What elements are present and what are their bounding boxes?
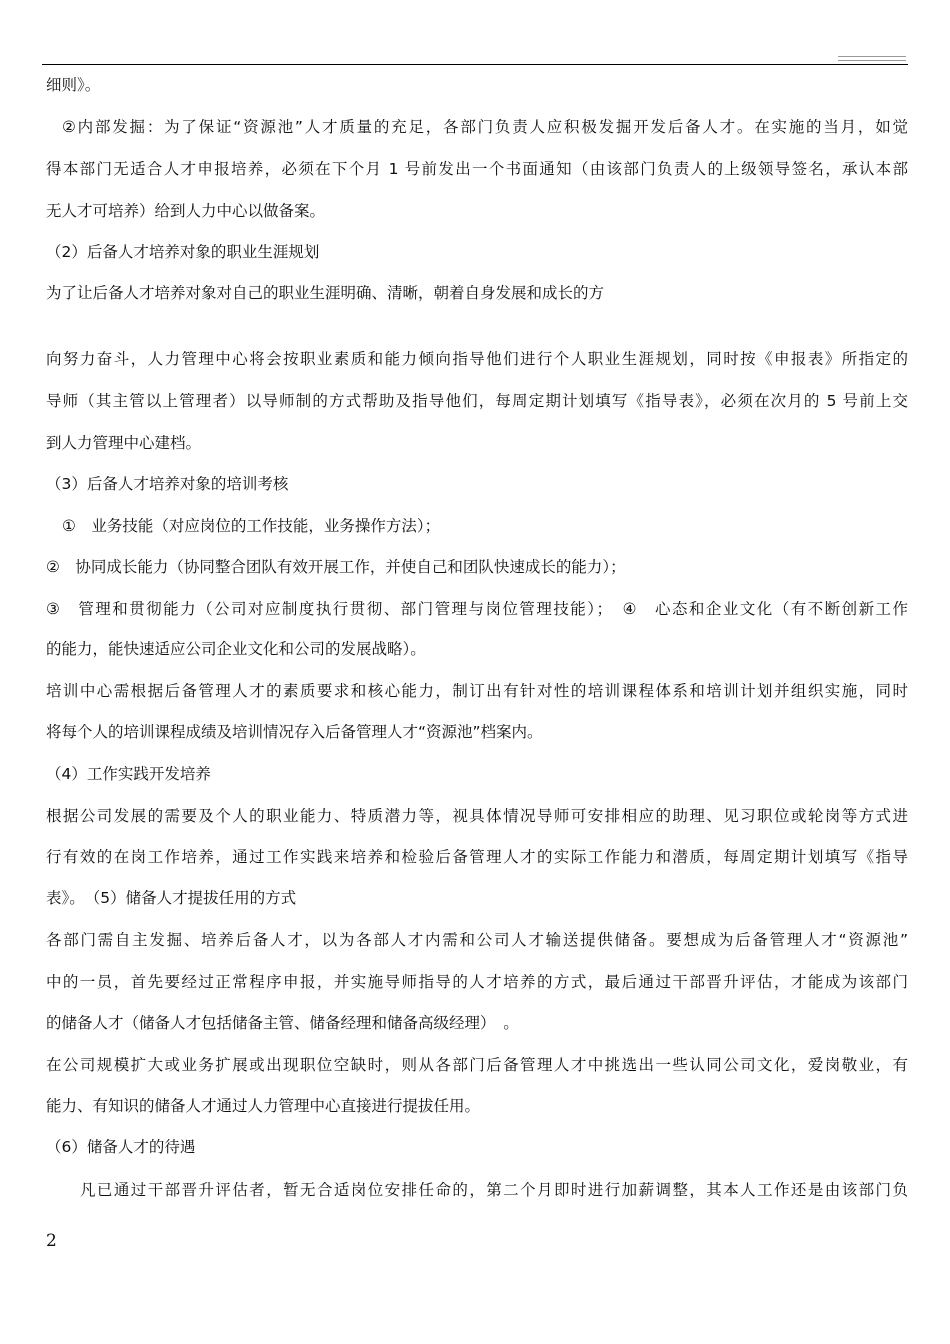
paragraph-line: 导师（其主管以上管理者）以导师制的方式帮助及指导他们，每周定期计划填写《指导表》，必须在次月的 5 号前上交 bbox=[46, 392, 908, 410]
paragraph-line: 得本部门无适合人才申报培养，必须在下个月 1 号前发出一个书面通知（由该部门负责人的上级领导签名，承认本部 bbox=[46, 160, 908, 178]
paragraph-line: 向努力奋斗，人力管理中心将会按职业素质和能力倾向指导他们进行个人职业生涯规划，同时按《申报表》所指定的 bbox=[46, 350, 908, 368]
paragraph-line: 细则》。 bbox=[46, 76, 101, 94]
paragraph-line: 根据公司发展的需要及个人的职业能力、特质潜力等，视具体情况导师可安排相应的助理、见习职位或轮岗等方式进 bbox=[46, 807, 908, 825]
paragraph-line: 的能力，能快速适应公司企业文化和公司的发展战略）。 bbox=[46, 640, 426, 658]
paragraph-line: 在公司规模扩大或业务扩展或出现职位空缺时，则从各部门后备管理人才中挑选出一些认同公司文化，爱岗敬业，有 bbox=[46, 1056, 908, 1074]
paragraph-line: 行有效的在岗工作培养，通过工作实践来培养和检验后备管理人才的实际工作能力和潜质，每周定期计划填写《指导 bbox=[46, 848, 908, 866]
paragraph-line: 表》。 （5）储备人才提拔任用的方式 bbox=[46, 889, 297, 907]
list-item: ③ 管理和贯彻能力（公司对应制度执行贯彻、部门管理与岗位管理技能）； ④ 心态和企业文化（有不断创新工作 bbox=[46, 600, 908, 618]
header-rule bbox=[42, 64, 908, 65]
paragraph-line: 能力、有知识的储备人才通过人力管理中心直接进行提拔任用。 bbox=[46, 1097, 481, 1115]
paragraph-line: ②内部发掘：为了保证“资源池”人才质量的充足，各部门负责人应积极发掘开发后备人才。在实施的当月，如觉 bbox=[62, 118, 908, 136]
list-item: ② 协同成长能力（协同整合团队有效开展工作，并使自己和团队快速成长的能力）； bbox=[46, 558, 626, 576]
paragraph-line: 各部门需自主发掘、培养后备人才，以为各部人才内需和公司人才输送提供储备。要想成为后备管理人才“资源池” bbox=[46, 931, 908, 949]
header-mark bbox=[838, 56, 906, 61]
paragraph-line: 培训中心需根据后备管理人才的素质要求和核心能力，制订出有针对性的培训课程体系和培训计划并组织实施，同时 bbox=[46, 682, 908, 700]
paragraph-line: 的储备人才（储备人才包括储备主管、储备经理和储备高级经理） 。 bbox=[46, 1014, 519, 1032]
paragraph-line: 中的一员，首先要经过正常程序申报，并实施导师指导的人才培养的方式，最后通过干部晋升评估，才能成为该部门 bbox=[46, 973, 908, 991]
section-heading: （4）工作实践开发培养 bbox=[46, 765, 211, 783]
paragraph-line: 将每个人的培训课程成绩及培训情况存入后备管理人才“资源池”档案内。 bbox=[46, 723, 543, 741]
paragraph-line: 为了让后备人才培养对象对自己的职业生涯明确、清晰，朝着自身发展和成长的方 bbox=[46, 284, 605, 302]
list-item: ① 业务技能（对应岗位的工作技能，业务操作方法）； bbox=[62, 517, 441, 535]
paragraph-line: 凡已通过干部晋升评估者，暂无合适岗位安排任命的，第二个月即时进行加薪调整，其本人工作还是由该部门负 bbox=[80, 1181, 908, 1199]
section-heading: （2）后备人才培养对象的职业生涯规划 bbox=[46, 243, 320, 261]
page-number: 2 bbox=[46, 1231, 57, 1251]
section-heading: （6）储备人才的待遇 bbox=[46, 1138, 196, 1156]
section-heading: （3）后备人才培养对象的培训考核 bbox=[46, 475, 289, 493]
paragraph-line: 无人才可培养）给到人力中心以做备案。 bbox=[46, 202, 326, 220]
paragraph-line: 到人力管理中心建档。 bbox=[46, 434, 202, 452]
